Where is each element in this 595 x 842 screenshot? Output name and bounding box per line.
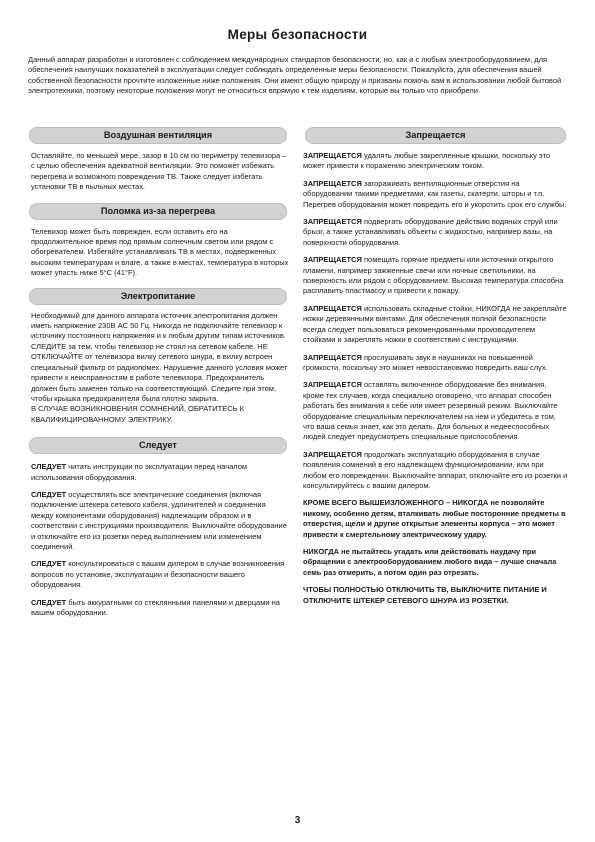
- should-list: [27, 462, 289, 618]
- power-heading: Электропитание: [29, 288, 287, 305]
- power-text: Необходимый для данного аппарата источник электропитания должен иметь напряжение 230В AC 50 Гц. Никогда не подключайте телевизор к источнику постоянного напряжения и к любым другим типам источников. СЛЕДИТЕ за тем, чтобы телевизор не стоял на сетевом кабеле. НЕ ОТКЛЮЧАЙТЕ от телевизора вилку сетевого шнура, в вилку встроен специальный фильтр от радиопомех. Нарушение данного условия может привести к неисправностям в работе телевизора. Предохранитель должен быть заменен только на соответствующий. Следите при этом, чтобы крышка предохранителя была плотно закрыта.: [31, 310, 288, 403]
- warning-never-insert: КРОМЕ ВСЕГО ВЫШЕИЗЛОЖЕННОГО – НИКОГДА не позволяйте никому, особенно детям, вталкивать любые посторонние предметы в отверстия, щели и другие открытые элементы корпуса – это может привести к смертельному электрическому удару.: [303, 498, 566, 539]
- prohibited-item: ЗАПРЕЩАЕТСЯ загораживать вентиляционные отверстия на оборудовании такими предметами, как газеты, скатерти, шторы и т.п. Перегрев оборудования может повредить его и укоротить срок его службы.: [303, 178, 567, 209]
- should-item: СЛЕДУЕТ осуществлять все электрические соединения (включая подключение штекера сетевого кабеля, удлинителей и соединения между компонентами оборудования) надлежащим образом и в соответствии с инструкциями производителя. Выключайте оборудование и отключайте его из розетки перед выполнением или изменением соединений.: [31, 489, 287, 551]
- prohibited-item: ЗАПРЕЩАЕТСЯ прослушивать звук в наушниках на повышенной громкости, поскольку это может невосстановимо повредить ваш слух.: [303, 352, 548, 372]
- should-heading: Следует: [29, 437, 287, 454]
- overheat-text: Телевизор может быть поврежден, если оставить его на продолжительное время под прямым солнечным светом или рядом с обогревателем. Избегайте устанавливать ТВ в местах, подверженных высоким температурам и влаге, а также в местах, температура в которых может упасть ниже 5°C (41°F).: [31, 226, 289, 278]
- left-column: [27, 127, 289, 625]
- should-item: СЛЕДУЕТ быть аккуратными со стеклянными панелями и дверцами на вашем оборудовании.: [31, 597, 280, 617]
- prohibited-item: ЗАПРЕЩАЕТСЯ подвергать оборудование действию водяных струй или брызг, а также устанавливать объекты с жидкостью, например вазы, на поверхности оборудования.: [303, 217, 558, 247]
- prohibited-item: ЗАПРЕЩАЕТСЯ использовать складные стойки, НИКОГДА не закрепляйте ножки деревянными винтами. Для обеспечения полной безопасности всегда следует пользоваться рекомендованными производителем стойками и закреплять ножки в соответствии с инструкциями.: [303, 303, 567, 345]
- should-item: СЛЕДУЕТ читать инструкции по эксплуатации перед началом использования оборудования.: [31, 462, 248, 482]
- prohibited-item: ЗАПРЕЩАЕТСЯ продолжать эксплуатацию оборудования в случае появления сомнений в его надлежащем функционировании, или при любом его повреждении. Выключайте аппарат, отключайте его из розетки и консультируйтесь с вашим дилером.: [303, 449, 568, 490]
- prohibited-heading: Запрещается: [305, 127, 566, 144]
- ventilation-heading: Воздушная вентиляция: [29, 127, 287, 144]
- page-number: 3: [294, 815, 301, 826]
- prohibited-list: [303, 151, 568, 491]
- page-title: Меры безопасности: [227, 27, 368, 42]
- warning-never-guess: НИКОГДА не пытайтесь угадать или действовать наудачу при обращении с электрооборудованием любого вида – лучше сначала семь раз отмерить, а потом один раз отрезать.: [303, 547, 557, 577]
- overheat-heading: Поломка из-за перегрева: [29, 203, 287, 220]
- prohibited-item: ЗАПРЕЩАЕТСЯ оставлять включенное оборудование без внимания, кроме тех случаев, когда специально оговорено, что аппарат способен работать без внимания к себе или имеет резервный режим. Выключайте оборудование специальным переключателем на нем и убедитесь в том, что ваша семья знает, как это делать. Для больных и недееспособных людей следует предусмотреть специальные приспособления.: [303, 380, 558, 442]
- right-column: [303, 127, 568, 606]
- ventilation-text: Оставляйте, по меньшей мере, зазор в 10 см по периметру телевизора – с целью обеспечения адекватной вентиляции. Это поможет избежать перегрева и возможного повреждения ТВ. Также следует избегать установки ТВ в пыльных местах.: [31, 151, 287, 192]
- intro-paragraph: Данный аппарат разработан и изготовлен с соблюдением международных стандартов безопасности, но, как и с любым электрооборудованием, для обеспечения наилучших показателей в эксплуатации следует соблюдать определенные меры безопасности. Пожалуйста, для обеспечения вашей собственной безопасности прочтите изложенные ниже положения. Они имеют общую природу и призваны помочь вам в использовании любой бытовой электротехники, поэтому некоторые положения могут не относиться впрямую к тем изделиям, которые вы только что приобрели.: [28, 55, 562, 95]
- prohibited-item: ЗАПРЕЩАЕТСЯ удалять любые закрепленные крышки, поскольку это может привести к поражению электрическим током.: [303, 151, 551, 171]
- warning-disconnect: ЧТОБЫ ПОЛНОСТЬЮ ОТКЛЮЧИТЬ ТВ, ВЫКЛЮЧИТЕ ПИТАНИЕ И ОТКЛЮЧИТЕ ШТЕКЕР СЕТЕВОГО ШНУРА ИЗ РОЗЕТКИ.: [303, 585, 547, 605]
- prohibited-item: ЗАПРЕЩАЕТСЯ помещать горячие предметы или источники открытого пламени, например зажженные свечи или ночные светильники, на поверхность или рядом с оборудованием. Высокая температура способна расплавить пластмассу и привести к пожару.: [303, 255, 564, 296]
- should-item: СЛЕДУЕТ консультироваться с вашим дилером в случае возникновения вопросов по установке, эксплуатации и безопасности вашего оборудования.: [31, 559, 285, 590]
- power-warning: В СЛУЧАЕ ВОЗНИКНОВЕНИЯ СОМНЕНИЙ, ОБРАТИТЕСЬ К КВАЛИФИЦИРОВАННОМУ ЭЛЕКТРИКУ.: [31, 404, 245, 424]
